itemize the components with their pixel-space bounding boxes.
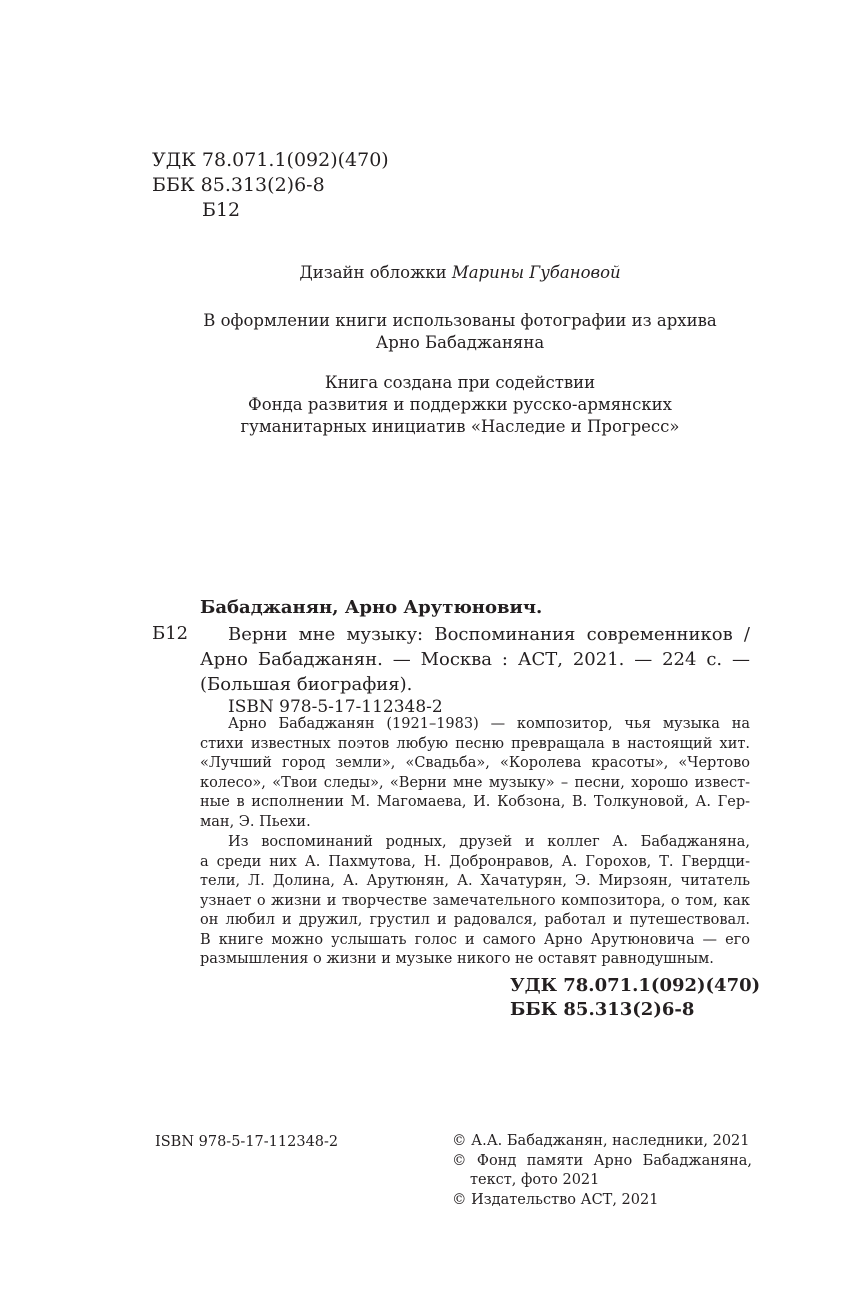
copyright-line: © А.А. Бабаджанян, наследники, 2021 <box>452 1133 750 1149</box>
annotation-line: ные в исполнении М. Магомаева, И. Кобзона, В. Толкуновой, А. Гер- <box>200 794 750 810</box>
udk-code: УДК 78.071.1(092)(470) <box>510 975 761 996</box>
support-credit-line: Книга создана при содействии <box>324 373 596 392</box>
copyright-line: © Фонд памяти Арно Бабаджаняна, <box>452 1152 752 1169</box>
copyright-line: текст, фото 2021 <box>470 1172 600 1188</box>
classification-block-top <box>152 148 389 223</box>
annotation-line: В книге можно услышать голос и самого Арно Арутюновича — его <box>200 931 750 948</box>
copyright-line: © Издательство АСТ, 2021 <box>452 1191 659 1208</box>
description-line: Верни мне музыку: Воспоминания современников / <box>228 624 750 645</box>
description-line: (Большая биография). <box>200 674 413 695</box>
catalog-cipher: Б12 <box>152 623 189 644</box>
footer-isbn: ISBN 978-5-17-112348-2 <box>155 1134 339 1150</box>
cover-design-label: Дизайн обложки <box>299 263 452 282</box>
cover-design-credit <box>180 262 740 284</box>
cover-designer-name: Марины Губановой <box>451 263 621 282</box>
annotation-line: Из воспоминаний родных, друзей и коллег А. Бабаджаняна, <box>228 834 750 850</box>
bbk-code: ББК 85.313(2)6-8 <box>152 174 325 196</box>
catalog-author: Бабаджанян, Арно Арутюнович. <box>200 597 543 618</box>
annotation-line: «Лучший город земли», «Свадьба», «Королева красоты», «Чертово <box>200 755 750 771</box>
classification-block-bottom <box>510 974 760 1022</box>
udk-code: УДК 78.071.1(092)(470) <box>152 149 389 171</box>
annotation-line: размышления о жизни и музыке никого не оставят равнодушным. <box>200 951 714 967</box>
annotation-line: тели, Л. Долина, А. Арутюнян, А. Хачатурян, Э. Мирзоян, читатель <box>200 873 750 889</box>
support-credit-line: Фонда развития и поддержки русско-армянских <box>248 395 672 414</box>
annotation-line: ман, Э. Пьехи. <box>200 813 311 830</box>
copyright-block <box>452 1132 752 1210</box>
catalog-description <box>200 622 750 697</box>
annotation-paragraph-1 <box>200 715 750 832</box>
photo-credit-line: Арно Бабаджаняна <box>375 333 545 352</box>
author-cipher: Б12 <box>202 199 241 221</box>
support-credit-line: гуманитарных инициатив «Наследие и Прогресс» <box>240 417 680 436</box>
catalog-isbn: ISBN 978-5-17-112348-2 <box>228 697 443 717</box>
annotation-line: колесо», «Твои следы», «Верни мне музыку» – песни, хорошо извест- <box>200 774 750 791</box>
description-line: Арно Бабаджанян. — Москва : АСТ, 2021. — 224 с. — <box>200 649 750 670</box>
annotation-line: узнает о жизни и творчестве замечательного композитора, о том, как <box>200 892 750 909</box>
annotation-line: стихи известных поэтов любую песню превращала в настоящий хит. <box>200 735 750 752</box>
annotation-line: а среди них А. Пахмутова, Н. Добронравов, А. Горохов, Т. Гвердци- <box>200 853 750 870</box>
annotation-line: Арно Бабаджанян (1921–1983) — композитор, чья музыка на <box>228 716 750 732</box>
photo-credit-line: В оформлении книги использованы фотографии из архива <box>203 311 717 330</box>
annotation-line: он любил и дружил, грустил и радовался, работал и путешествовал. <box>200 912 750 928</box>
photo-credit <box>180 310 740 354</box>
bbk-code: ББК 85.313(2)6-8 <box>510 999 695 1020</box>
annotation-paragraph-2 <box>200 833 750 970</box>
support-credit <box>180 372 740 438</box>
